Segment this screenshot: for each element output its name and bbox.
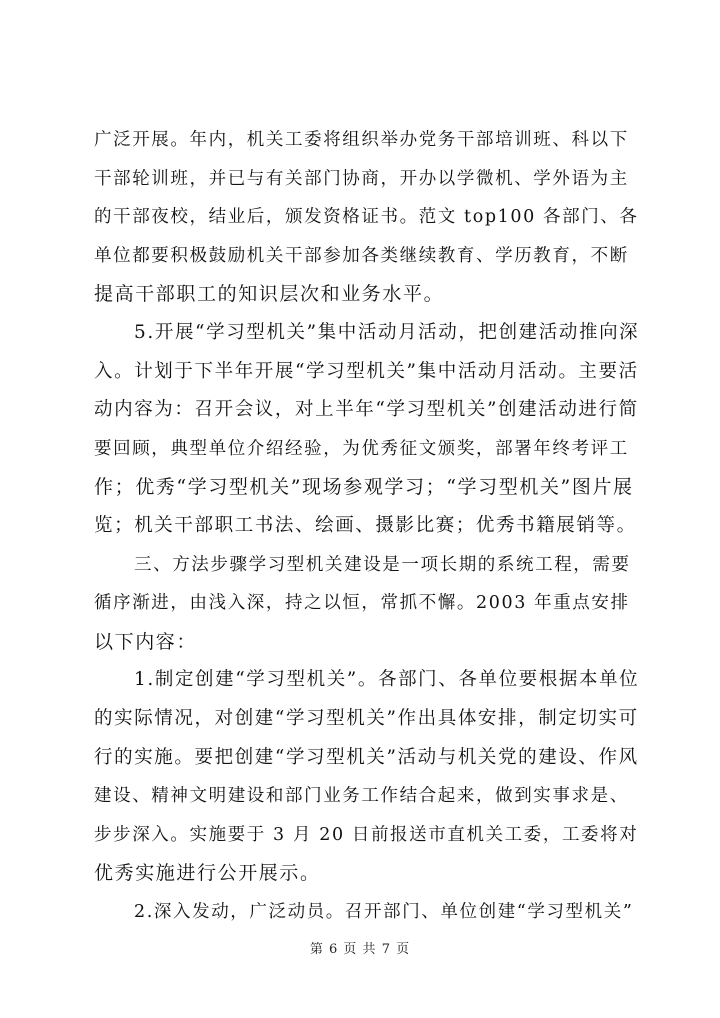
text-line: 入。计划于下半年开展“学习型机关”集中活动月活动。主要活 <box>94 360 639 382</box>
text-line: 提高干部职工的知识层次和业务水平。 <box>94 283 445 306</box>
paragraph-start-line: 1.制定创建“学习型机关”。各部门、各单位要根据本单位 <box>134 669 640 691</box>
text-line: 干部轮训班，并已与有关部门协商，开办以学微机、学外语为主 <box>94 168 629 189</box>
text-line: 行的实施。要把创建“学习型机关”活动与机关党的建设、作风 <box>94 746 639 768</box>
page-footer: 第 6 页 共 7 页 <box>309 942 411 957</box>
text-line: 的实际情况，对创建“学习型机关”作出具体安排，制定切实可 <box>94 708 639 729</box>
text-line: 循序渐进，由浅入深，持之以恒，常抓不懈。2003 年重点安排 <box>94 593 630 614</box>
text-line: 的干部夜校，结业后，颁发资格证书。范文 top100 各部门、各 <box>94 207 639 228</box>
text-line: 以下内容： <box>94 630 198 653</box>
text-line: 动内容为：召开会议，对上半年“学习型机关”创建活动进行简 <box>94 399 639 421</box>
text-line: 建设、精神文明建设和部门业务工作结合起来，做到实事求是、 <box>94 786 629 807</box>
text-line: 作；优秀“学习型机关”现场参观学习；“学习型机关”图片展 <box>94 476 634 499</box>
text-line: 览；机关干部职工书法、绘画、摄影比赛；优秀书籍展销等。 <box>94 515 637 536</box>
text-line: 广泛开展。年内，机关工委将组织举办党务干部培训班、科以下 <box>94 130 629 150</box>
text-line: 单位都要积极鼓励机关干部参加各类继续教育、学历教育，不断 <box>94 245 629 266</box>
text-line: 步步深入。实施要于 3 月 20 日前报送市直机关工委，工委将对 <box>94 824 639 845</box>
paragraph-start-line: 三、方法步骤学习型机关建设是一项长期的系统工程，需要 <box>134 554 631 575</box>
paragraph-start-line: 5.开展“学习型机关”集中活动月活动，把创建活动推向深 <box>134 322 640 343</box>
paragraph-start-line: 2.深入发动，广泛动员。召开部门、单位创建“学习型机关” <box>134 902 634 922</box>
text-line: 要回顾，典型单位介绍经验，为优秀征文颁奖，部署年终考评工 <box>94 438 629 459</box>
text-line: 优秀实施进行公开展示。 <box>94 862 321 885</box>
